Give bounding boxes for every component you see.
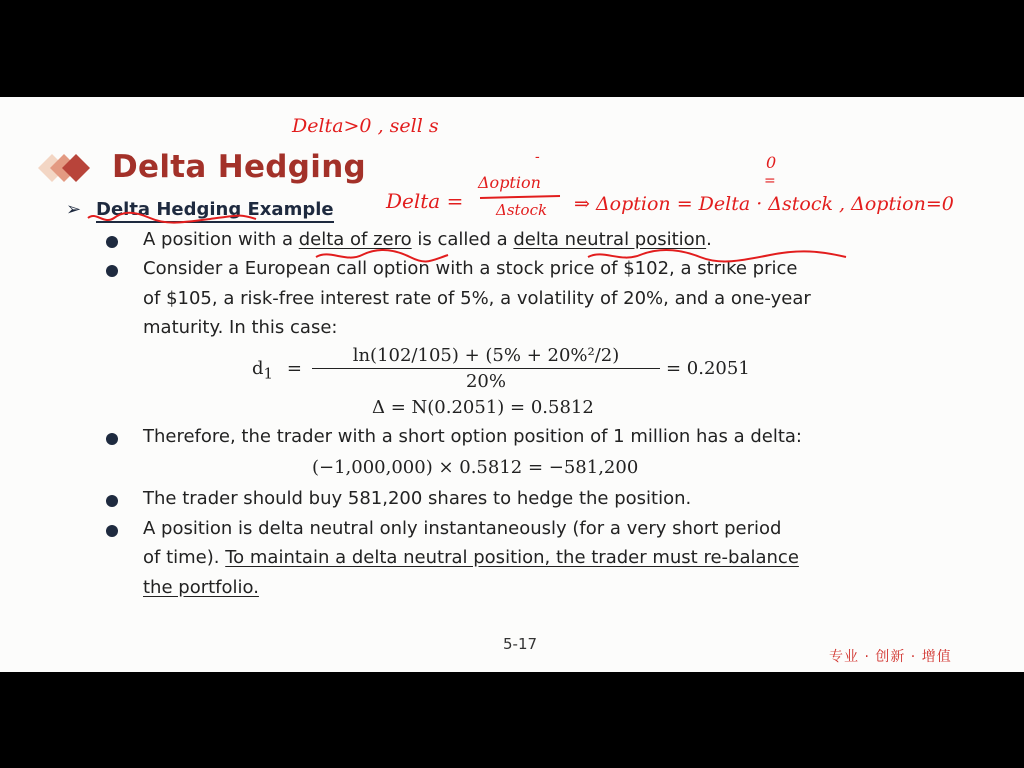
handwritten-equals: = [764,173,776,189]
handwritten-frac-num: Δoption [478,173,541,192]
fraction-denominator: 20% [465,371,506,392]
slogan: 专业 · 创新 · 增值 [829,649,952,665]
underlined-sentence: To maintain a delta neutral position, the trader must re-balance [225,547,799,568]
text-span: . [706,229,712,250]
slide-title: Delta Hedging [112,149,367,185]
bullet-2-line-3: maturity. In this case: [143,317,338,338]
bullet-2-line-2: of $105, a risk-free interest rate of 5%, a volatility of 20%, and a one-year [143,288,811,309]
bullet-5-line-1: A position is delta neutral only instantaneously (for a very short period [143,518,782,539]
equation-delta: Δ = N(0.2051) = 0.5812 [372,397,594,418]
page-number: 5-17 [503,635,538,653]
subtitle-label: Delta Hedging Example [96,199,334,223]
bullet-3-text: Therefore, the trader with a short option position of 1 million has a delta: [143,426,802,447]
handwritten-dash: - [535,149,540,165]
handwritten-implies: ⇒ Δoption = Delta · Δstock , Δoption=0 [574,193,954,215]
math-equals: = [286,358,302,379]
underlined-term: delta neutral position [513,229,707,250]
equation-short-delta: (−1,000,000) × 0.5812 = −581,200 [312,457,639,478]
bullet-4-text: The trader should buy 581,200 shares to hedge the position. [143,488,692,509]
fraction-numerator: ln(102/105) + (5% + 20%²/2) [312,345,660,369]
slide [0,97,1024,672]
handwritten-frac-den: Δstock [496,201,548,219]
handwritten-delta-word: Delta = [386,189,464,213]
underlined-sentence: the portfolio. [143,577,259,598]
equation-d1-result: = 0.2051 [666,358,750,379]
text-span: of time). [143,547,226,568]
math-subscript: 1 [263,364,274,383]
handwritten-strokes [0,97,1024,672]
handwritten-zero: 0 [766,153,777,172]
handwritten-note-top: Delta>0 , sell s [292,115,439,137]
math-symbol: d [252,358,264,379]
arrow-bullet-icon: ➢ [66,199,82,220]
text-span: A position with a [143,229,299,250]
bullet-2-line-1: Consider a European call option with a stock price of $102, a strike price [143,258,798,279]
text-span: is called a [411,229,514,250]
underlined-term: delta of zero [298,229,412,250]
